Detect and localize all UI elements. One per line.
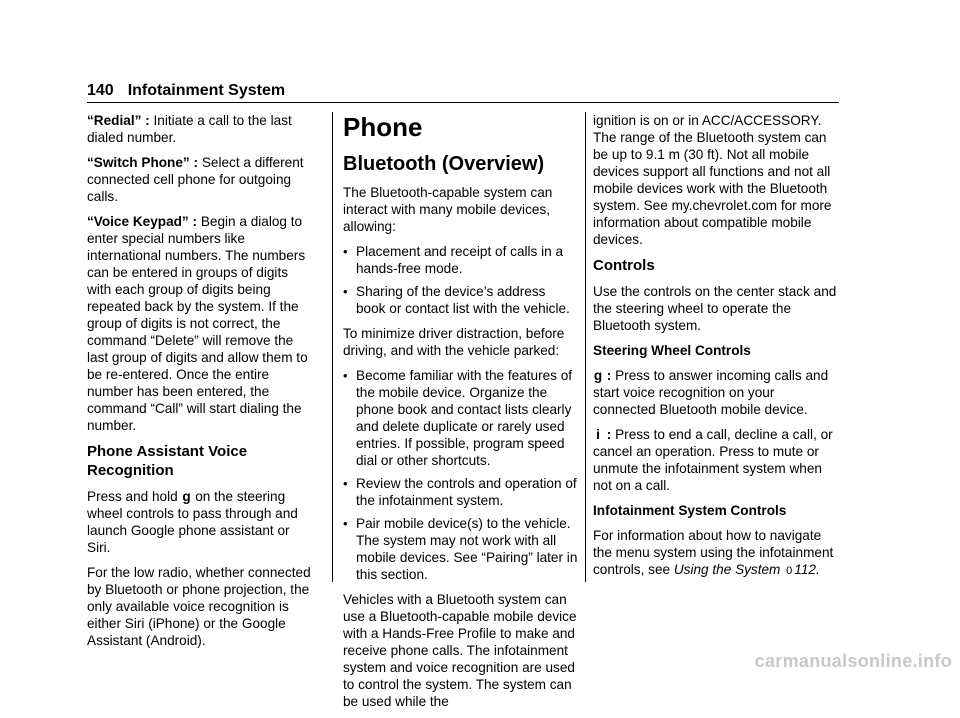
header-rule <box>87 102 839 103</box>
paragraph: Vehicles with a Bluetooth system can use a Bluetooth-capable mobile device with a Hands-Free Profile to make and receive phone calls. The infotainment system and voice recognition are used to control the system. The system can be used while the <box>343 592 577 709</box>
label-steering-wheel-controls: Steering Wheel Controls <box>593 343 751 358</box>
def-voice-keypad <box>87 213 315 434</box>
column-3 <box>593 112 840 588</box>
def-term: “Switch Phone” : <box>87 155 199 170</box>
list-item: • Pair mobile device(s) to the vehicle. The system may not work with all mobile devices. See “Pairing” later in this section. <box>343 515 578 583</box>
def-term: “Redial” : <box>87 113 150 128</box>
paragraph: Use the controls on the center stack and the steering wheel to operate the Bluetooth system. <box>593 284 837 333</box>
column-divider <box>585 112 586 582</box>
page-reference[interactable]: 112. <box>794 562 820 577</box>
watermark: carmanualsonline.info <box>754 651 952 671</box>
page-reference-arrow-icon: 0 <box>786 565 793 577</box>
push-to-talk-icon: g <box>593 368 603 383</box>
def-desc: Select a different connected cell phone for outgoing calls. <box>87 155 304 204</box>
list-item: • Placement and receipt of calls in a hands-free mode. <box>343 243 578 277</box>
control-answer <box>593 367 840 418</box>
paragraph <box>87 488 315 556</box>
heading-bluetooth-overview: Bluetooth (Overview) <box>343 153 545 175</box>
control-desc: Press to answer incoming calls and start voice recognition on your connected Bluetooth mobile device. <box>593 368 829 417</box>
paragraph: ignition is on or in ACC/ACCESSORY. The range of the Bluetooth system can be up to 9.1 m (30 ft). Not all mobile devices support all functions and not all mobile devices work with the Bluetooth system. See my.chevrolet.com for more information about compatible mobile devices. <box>593 113 832 247</box>
def-desc: Begin a dialog to enter special numbers like international numbers. The numbers can be entered in groups of digits with each group of digits being repeated back by the system. If the group of digits is not correct, the command “Delete” will remove the last group of digits and allow them to be re-entered. Once the entire number has been entered, the command “Call” will start dialing the number. <box>87 214 308 433</box>
def-desc: Initiate a call to the last dialed number. <box>87 113 292 145</box>
label-infotainment-controls: Infotainment System Controls <box>593 503 787 518</box>
text: Press and hold <box>87 489 178 504</box>
paragraph <box>593 527 840 580</box>
paragraph: For the low radio, whether connected by Bluetooth or phone projection, the only available voice recognition is either Siri (iPhone) or the Google Assistant (Android). <box>87 565 311 648</box>
page-header <box>87 82 839 100</box>
bullet-list <box>343 367 578 583</box>
text: For information about how to navigate the menu system using the infotainment controls, see <box>593 528 834 577</box>
def-term: “Voice Keypad” : <box>87 214 198 229</box>
control-desc: Press to end a call, decline a call, or cancel an operation. Press to mute or unmute the infotainment system when not on a call. <box>593 427 833 493</box>
column-divider <box>332 112 333 582</box>
section-title: Phone <box>343 112 423 142</box>
list-item: • Become familiar with the features of the mobile device. Organize the phone book and contact lists clearly and delete duplicate or rarely used entries. If possible, program speed dial or other shortcuts. <box>343 367 578 469</box>
bullet-list <box>343 243 578 317</box>
push-to-talk-icon: g <box>182 489 191 504</box>
def-switch-phone <box>87 154 315 205</box>
paragraph: The Bluetooth-capable system can interact with many mobile devices, allowing: <box>343 185 553 234</box>
paragraph: To minimize driver distraction, before driving, and with the vehicle parked: <box>343 326 565 358</box>
end-call-icon: i <box>596 427 600 442</box>
list-item: • Review the controls and operation of the infotainment system. <box>343 475 578 509</box>
control-end-call <box>593 426 840 494</box>
chapter-title: Infotainment System <box>127 82 286 99</box>
def-redial <box>87 112 315 146</box>
cross-reference-link[interactable]: Using the System <box>673 562 781 577</box>
column-2 <box>343 112 578 718</box>
heading-controls: Controls <box>593 257 655 274</box>
separator: : <box>606 427 612 442</box>
separator: : <box>606 368 612 383</box>
text: on the steering wheel controls to pass through and launch Google phone assistant or Siri. <box>87 489 298 555</box>
list-item: • Sharing of the device’s address book or contact list with the vehicle. <box>343 283 578 317</box>
heading-voice-recognition: Phone Assistant Voice Recognition <box>87 443 248 479</box>
page-number: 140 <box>87 82 114 99</box>
column-1 <box>87 112 315 657</box>
